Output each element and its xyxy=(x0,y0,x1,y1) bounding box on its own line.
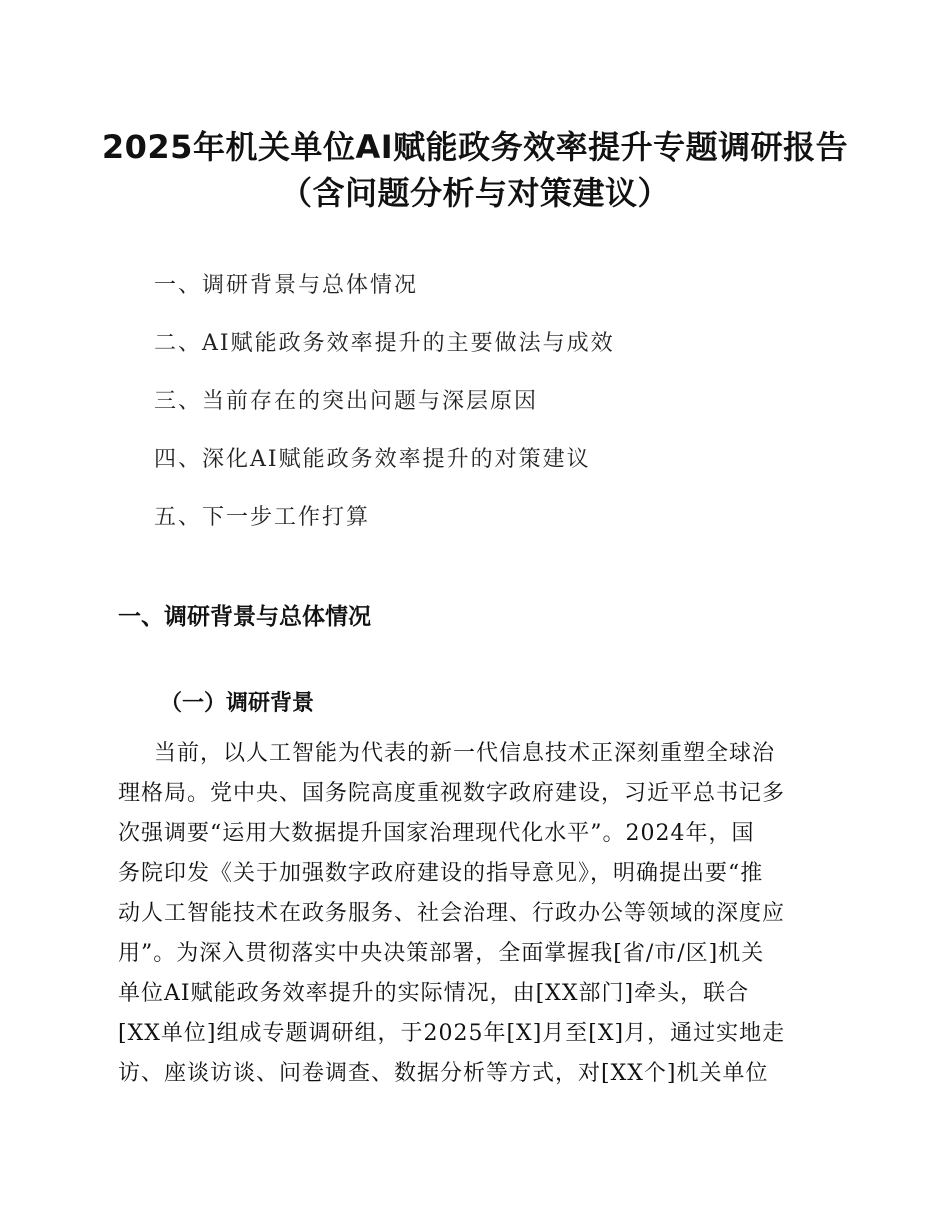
body-line: 理格局。党中央、国务院高度重视数字政府建设，习近平总书记多 xyxy=(118,781,786,806)
document-title: 2025年机关单位AI赋能政务效率提升专题调研报告（含问题分析与对策建议） xyxy=(101,128,849,212)
toc-item: 二、AI赋能政务效率提升的主要做法与成效 xyxy=(154,331,615,356)
body-line: [XX单位]组成专题调研组，于2025年[X]月至[X]月，通过实地走 xyxy=(118,1021,786,1046)
toc-item: 三、当前存在的突出问题与深层原因 xyxy=(154,389,539,414)
body-line: 次强调要“运用大数据提升国家治理现代化水平”。2024年，国 xyxy=(118,821,755,846)
table-of-contents xyxy=(154,268,854,558)
toc-item: 一、调研背景与总体情况 xyxy=(154,273,419,298)
subsection-heading: （一）调研背景 xyxy=(160,690,315,716)
body-line: 单位AI赋能政务效率提升的实际情况，由[XX部门]牵头，联合 xyxy=(118,981,750,1006)
body-line: 用”。为深入贯彻落实中央决策部署，全面掌握我[省/市/区]机关 xyxy=(118,941,765,966)
toc-item: 四、深化AI赋能政务效率提升的对策建议 xyxy=(154,447,591,472)
body-line: 访、座谈访谈、问卷调查、数据分析等方式，对[XX个]机关单位 xyxy=(118,1061,769,1086)
body-line: 动人工智能技术在政务服务、社会治理、行政办公等领域的深度应 xyxy=(118,901,786,926)
body-paragraph xyxy=(118,734,838,1094)
section-heading: 一、调研背景与总体情况 xyxy=(118,604,371,630)
body-line: 务院印发《关于加强数字政府建设的指导意见》，明确提出要“推 xyxy=(118,861,764,886)
toc-item: 五、下一步工作打算 xyxy=(154,505,371,530)
body-line: 当前，以人工智能为代表的新一代信息技术正深刻重塑全球治 xyxy=(154,741,776,766)
